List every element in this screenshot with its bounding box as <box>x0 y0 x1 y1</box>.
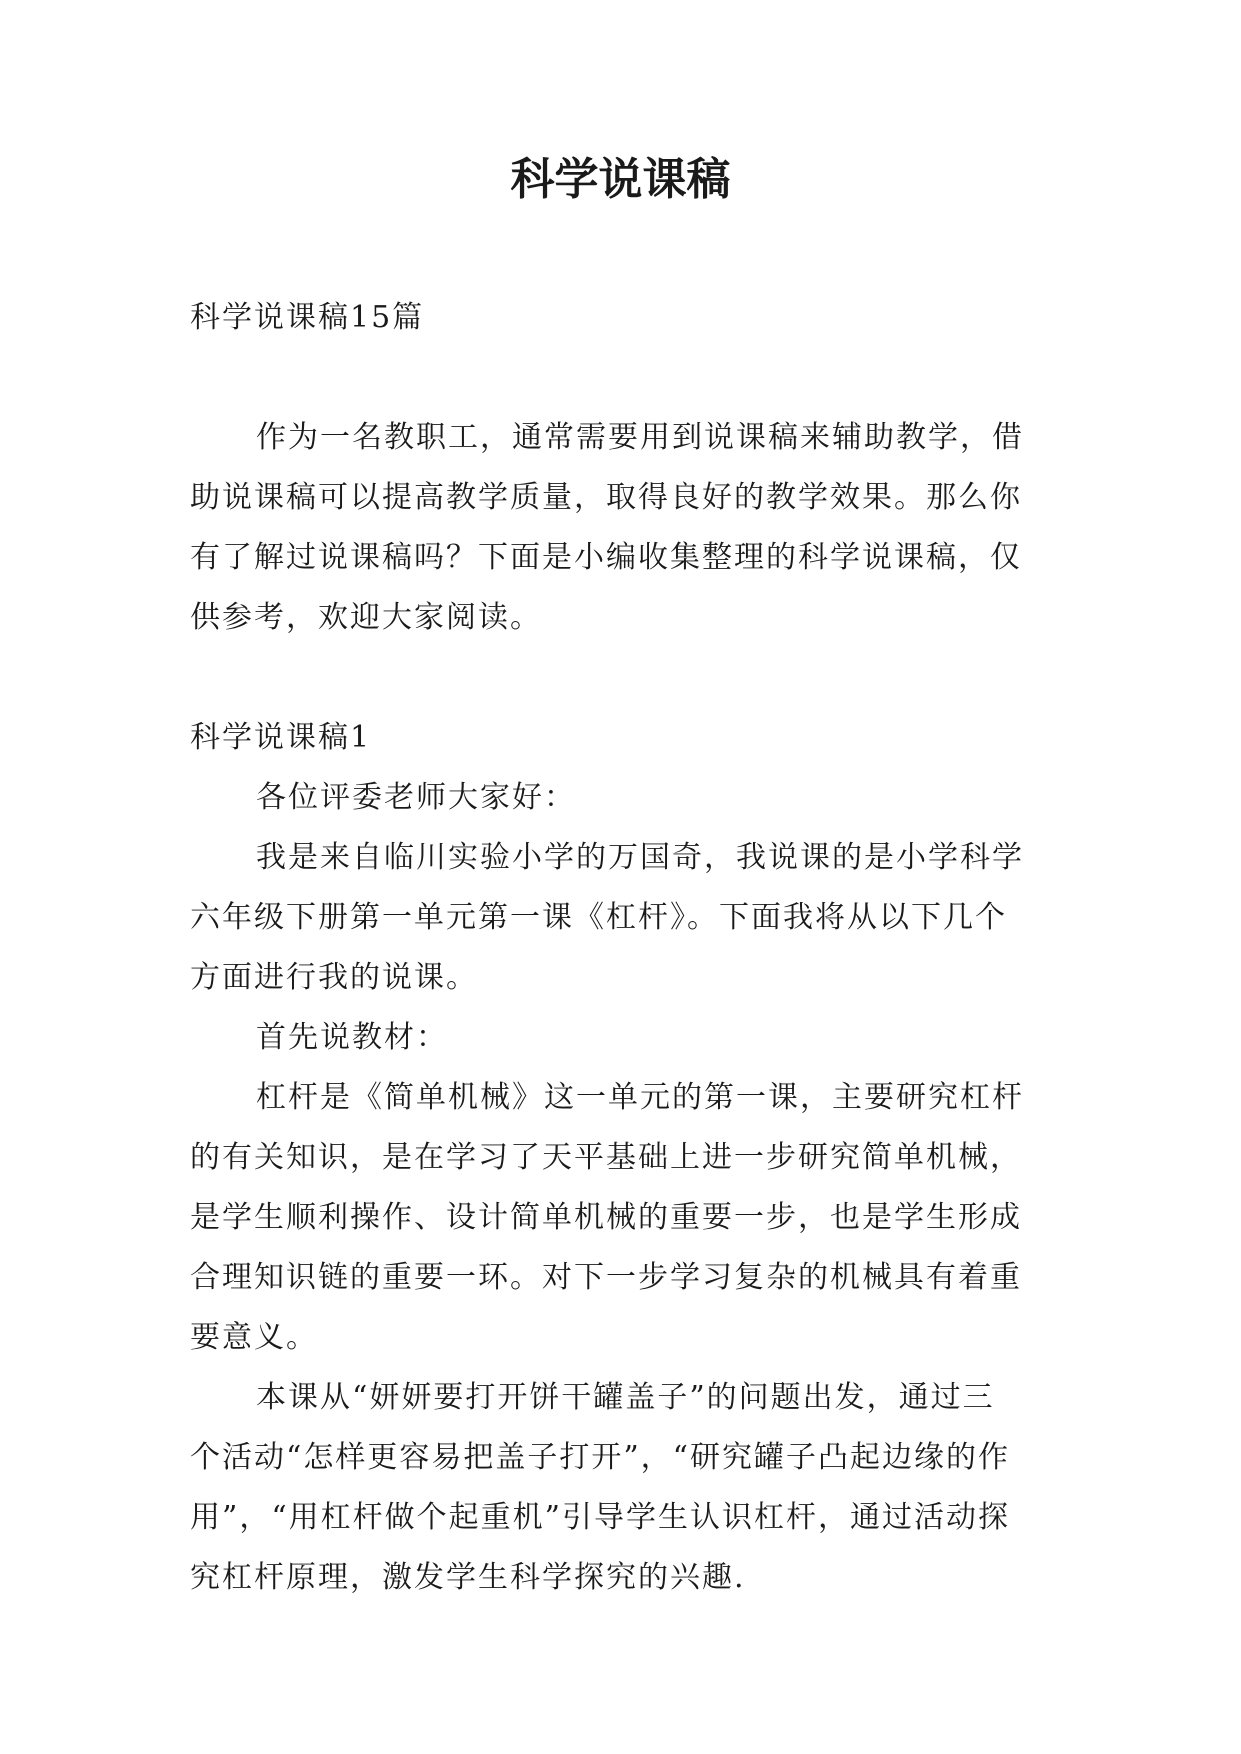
paragraph-line: 杠杆是《简单机械》这一单元的第一课，主要研究杠杆 <box>256 1080 1024 1115</box>
intro-paragraph <box>190 408 1052 648</box>
greeting-paragraph: 各位评委老师大家好： <box>256 780 576 815</box>
document-title: 科学说课稿 <box>510 154 731 205</box>
paragraph-line: 个活动“怎样更容易把盖子打开”，“研究罐子凸起边缘的作 <box>190 1440 1011 1475</box>
paragraph-line: 要意义。 <box>190 1320 318 1355</box>
paragraph-line: 是学生顺利操作、设计简单机械的重要一步，也是学生形成 <box>190 1200 1022 1235</box>
paragraph-lesson-activities <box>190 1368 1052 1608</box>
paragraph-textbook <box>190 1068 1052 1368</box>
blank-line <box>190 348 1052 408</box>
section-heading: 科学说课稿1 <box>190 720 372 755</box>
paragraph-line: 供参考，欢迎大家阅读。 <box>190 600 542 635</box>
paragraph-line: 六年级下册第一单元第一课《杠杆》。下面我将从以下几个 <box>190 900 1007 935</box>
paragraph-line: 有了解过说课稿吗？下面是小编收集整理的科学说课稿，仅 <box>190 540 1022 575</box>
document-subtitle: 科学说课稿15篇 <box>190 300 425 335</box>
paragraph-line: 本课从“妍妍要打开饼干罐盖子”的问题出发，通过三 <box>256 1380 995 1415</box>
paragraph-line: 我是来自临川实验小学的万国奇，我说课的是小学科学 <box>256 840 1024 875</box>
paragraph-line: 作为一名教职工，通常需要用到说课稿来辅助教学，借 <box>256 420 1024 455</box>
document-body <box>190 288 1052 1608</box>
paragraph-line: 究杠杆原理，激发学生科学探究的兴趣. <box>190 1560 746 1595</box>
paragraph-line: 助说课稿可以提高教学质量，取得良好的教学效果。那么你 <box>190 480 1022 515</box>
blank-line <box>190 648 1052 708</box>
paragraph-line: 的有关知识，是在学习了天平基础上进一步研究简单机械， <box>190 1140 1022 1175</box>
paragraph-textbook-heading: 首先说教材： <box>256 1020 448 1055</box>
paragraph-line: 合理知识链的重要一环。对下一步学习复杂的机械具有着重 <box>190 1260 1022 1295</box>
paragraph-line: 用”，“用杠杆做个起重机”引导学生认识杠杆，通过活动探 <box>190 1500 1011 1535</box>
paragraph-line: 方面进行我的说课。 <box>190 960 478 995</box>
paragraph-introduction <box>190 828 1052 1008</box>
